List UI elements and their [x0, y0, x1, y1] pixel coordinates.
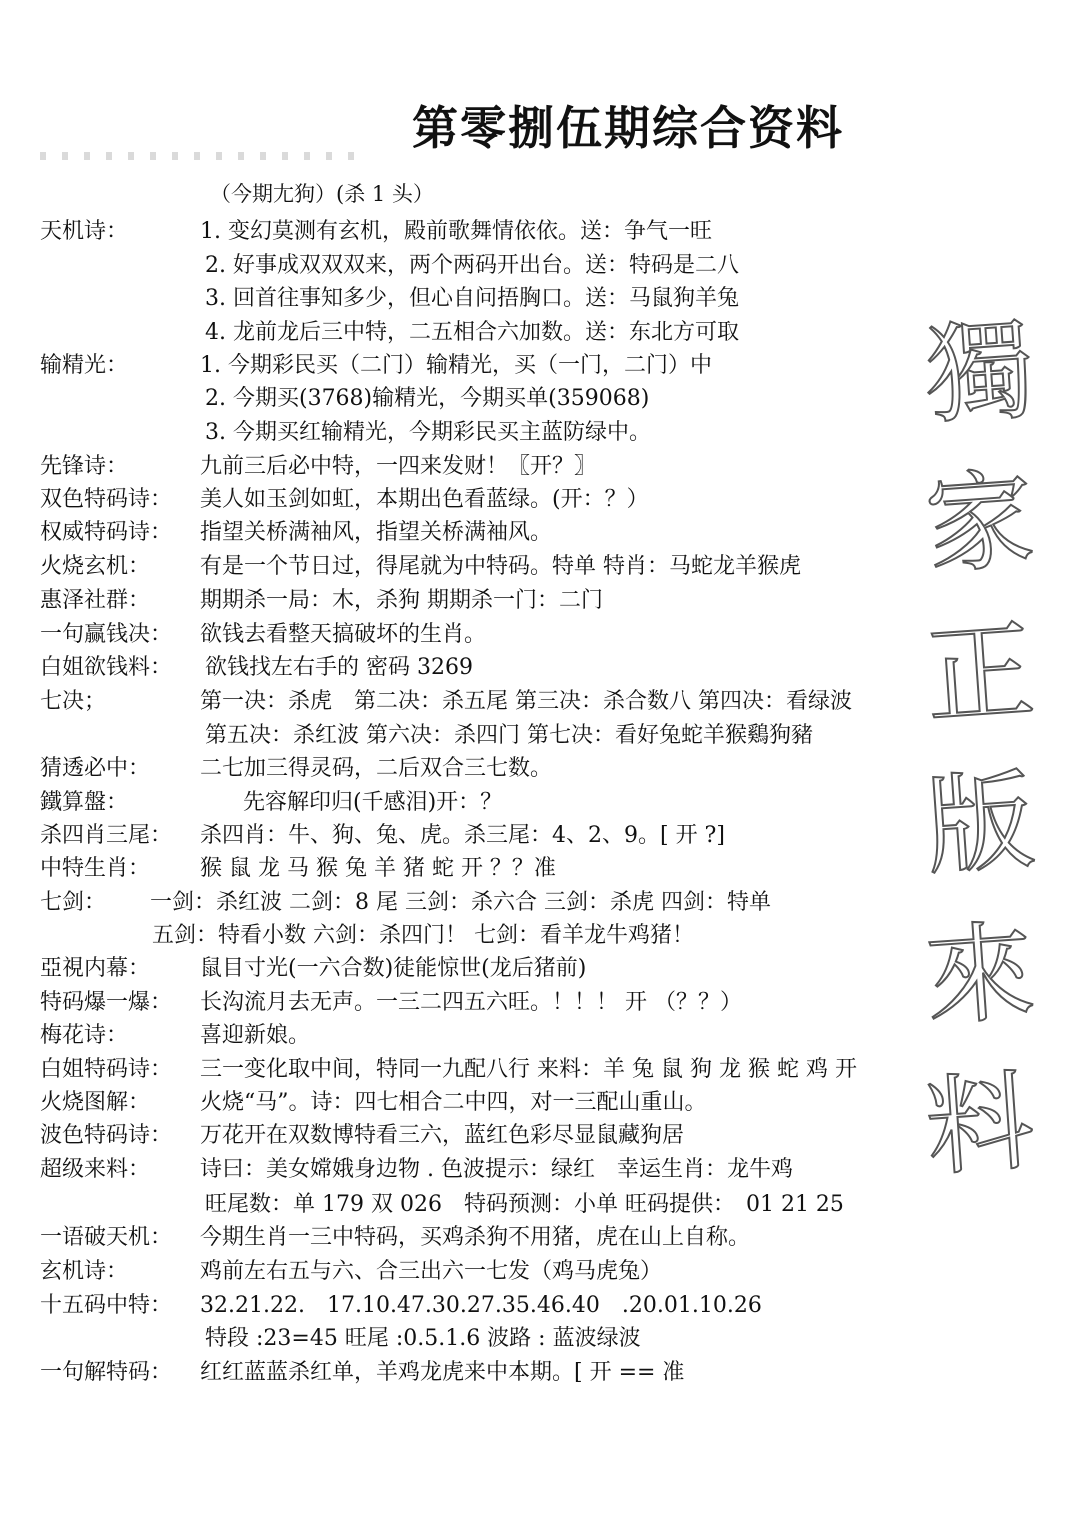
row-label: 玄机诗： — [40, 1259, 129, 1284]
row-label: 一句解特码： — [40, 1360, 173, 1385]
row-text: 先容解印归(千感泪)开：？ — [243, 790, 503, 815]
row-text: 鼠目寸光(一六合数)徒能惊世(龙后猪前) — [200, 956, 587, 981]
row-text: 猴 鼠 龙 马 猴 兔 羊 猪 蛇 开 ？？准 — [200, 856, 556, 881]
page-title: 第零捌伍期综合资料 — [412, 101, 844, 155]
row-text: 2. 好事成双双双来，两个两码开出台。送：特码是二八 — [205, 253, 739, 278]
content-row — [0, 1254, 1080, 1288]
row-text: 今期生肖一三中特码，买鸡杀狗不用猪，虎在山上自称。 — [200, 1225, 751, 1250]
row-label: 鐵算盤： — [40, 790, 129, 815]
row-label: 火烧图解： — [40, 1090, 151, 1115]
row-text: 二七加三得灵码，二后双合三七数。 — [200, 756, 553, 781]
row-text: 鸡前左右五与六、合三出六一七发（鸡马虎兔） — [200, 1259, 663, 1284]
row-text: 4. 龙前龙后三中特，二五相合六加数。送：东北方可取 — [205, 320, 739, 345]
watermark-char: 料 — [921, 1059, 1039, 1192]
content-row — [0, 1321, 1080, 1355]
row-label: 双色特码诗： — [40, 487, 173, 512]
row-text: 五剑：特看小数 六剑：杀四门！ 七剑：看羊龙牛鸡猪！ — [152, 923, 694, 948]
row-text: 九前三后必中特，一四来发财！〖开？〗 — [200, 454, 597, 479]
row-text: 万花开在双数博特看三六，蓝红色彩尽显鼠藏狗居 — [200, 1123, 685, 1148]
row-text: 特段 :23=45 旺尾 :0.5.1.6 波路 : 蓝波绿波 — [205, 1326, 641, 1351]
content-row — [0, 1187, 1080, 1221]
row-label: 白姐欲钱料： — [40, 655, 173, 680]
row-label: 权威特码诗： — [40, 520, 173, 545]
row-text: 2. 今期买(3768)输精光，今期买单(359068) — [205, 386, 650, 411]
row-label: 七决； — [40, 689, 107, 714]
row-label: 亞視内幕： — [40, 956, 151, 981]
row-text: 欲钱去看整天搞破坏的生肖。 — [200, 622, 487, 647]
row-label: 波色特码诗： — [40, 1123, 173, 1148]
row-label: 先锋诗： — [40, 454, 129, 479]
row-label: 梅花诗： — [40, 1023, 129, 1048]
row-text: 指望关桥满袖风，指望关桥满袖风。 — [200, 520, 553, 545]
content-row — [0, 281, 1080, 315]
content-row — [0, 248, 1080, 282]
page-subtitle: （今期尢狗）(杀 1 头） — [210, 182, 434, 206]
row-text: 旺尾数：单 179 双 026 特码预测：小单 旺码提供： 01 21 25 — [205, 1192, 844, 1217]
row-text: 欲钱找左右手的 密码 3269 — [205, 655, 473, 680]
row-text: 有是一个节日过，得尾就为中特码。特单 特肖：马蛇龙羊猴虎 — [200, 554, 801, 579]
row-text: 一剑：杀红波 二剑：8 尾 三剑：杀六合 三剑：杀虎 四剑：特单 — [150, 890, 771, 915]
row-label: 输精光： — [40, 353, 129, 378]
row-label: 一句赢钱决： — [40, 622, 173, 647]
row-label: 杀四肖三尾： — [40, 823, 173, 848]
watermark-char: 正 — [921, 608, 1039, 741]
row-label: 火烧玄机： — [40, 554, 151, 579]
watermark-char: 獨 — [921, 307, 1039, 440]
content-row — [0, 1355, 1080, 1389]
row-text: 3. 今期买红输精光，今期彩民买主蓝防绿中。 — [205, 420, 651, 445]
row-text: 1. 变幻莫测有玄机，殿前歌舞情依依。送：争气一旺 — [200, 219, 712, 244]
row-label: 七剑： — [40, 890, 107, 915]
row-text: 3. 回首往事知多少，但心自问捂胸口。送：马鼠狗羊兔 — [205, 286, 739, 311]
row-label: 白姐特码诗： — [40, 1057, 173, 1082]
row-label: 猜透必中： — [40, 756, 151, 781]
row-text: 长沟流月去无声。一三二四五六旺。！！！ 开 （？？） — [200, 990, 742, 1015]
row-label: 十五码中特： — [40, 1293, 173, 1318]
row-text: 第一决：杀虎 第二决：杀五尾 第三决：杀合数八 第四决：看绿波 — [200, 689, 852, 714]
watermark-char: 家 — [921, 457, 1039, 591]
watermark-stamp — [905, 307, 1055, 1192]
content-row — [0, 1288, 1080, 1322]
row-text: 火烧“马”。诗：四七相合二中四，对一三配山重山。 — [200, 1090, 707, 1115]
row-text: 红红蓝蓝杀红单，羊鸡龙虎来中本期。[ 开 == 准 — [200, 1360, 685, 1385]
content-row — [0, 1220, 1080, 1254]
row-text: 诗曰：美女嫦娥身边物 . 色波提示：绿红 幸运生肖：龙牛鸡 — [200, 1157, 793, 1182]
row-text: 期期杀一局：木，杀狗 期期杀一门：二门 — [200, 588, 603, 613]
row-label: 天机诗： — [40, 219, 129, 244]
row-label: 一语破天机： — [40, 1225, 173, 1250]
row-text: 美人如玉剑如虹，本期出色看蓝绿。(开：？） — [200, 487, 649, 512]
row-text: 第五决：杀红波 第六决：杀四门 第七决：看好兔蛇羊猴鷄狗豬 — [205, 723, 813, 748]
row-text: 三一变化取中间，特同一九配八行 来料：羊 兔 鼠 狗 龙 猴 蛇 鸡 开 — [200, 1057, 857, 1082]
row-text: 1. 今期彩民买（二门）输精光，买（一门，二门）中 — [200, 353, 712, 378]
row-text: 杀四肖：牛、狗、兔、虎。杀三尾：4、2、9。[ 开 ?] — [200, 823, 725, 848]
row-text: 32.21.22. 17.10.47.30.27.35.46.40 .20.01.10.26 — [200, 1293, 762, 1318]
content-row — [0, 214, 1080, 248]
row-label: 中特生肖： — [40, 856, 151, 881]
watermark-char: 來 — [921, 908, 1039, 1042]
row-text: 喜迎新娘。 — [200, 1023, 311, 1048]
scan-noise — [40, 152, 370, 160]
watermark-char: 版 — [921, 758, 1039, 891]
row-label: 超级来料： — [40, 1157, 151, 1182]
row-label: 特码爆一爆： — [40, 990, 173, 1015]
row-label: 惠泽社群： — [40, 588, 151, 613]
